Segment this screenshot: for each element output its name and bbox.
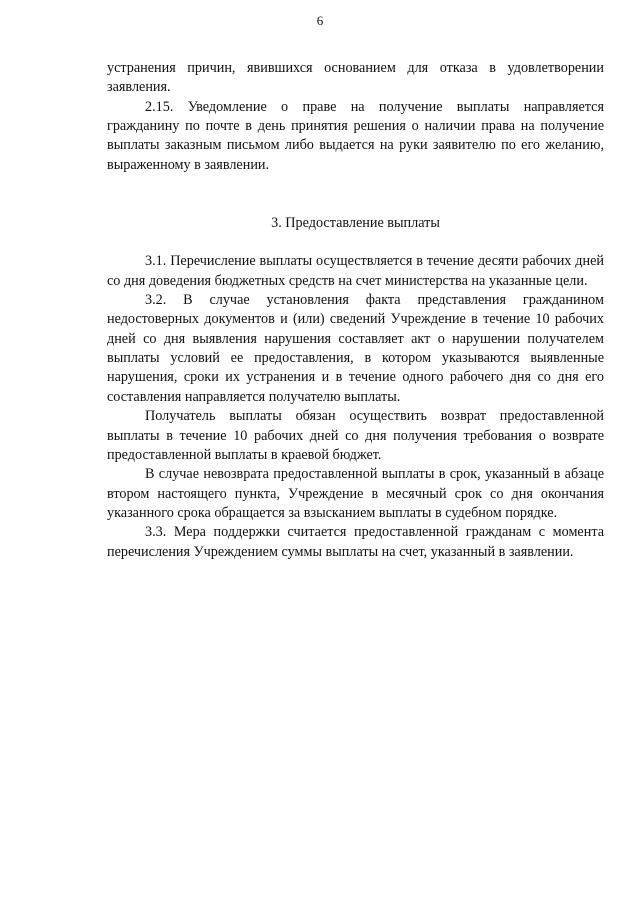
section-heading-3: 3. Предоставление выплаты	[271, 215, 440, 232]
paragraph-2-15: 2.15. Уведомление о праве на получение выплаты направляется гражданину по почте в день принятия решения о наличии права на получение выплаты заказным письмом либо выдается на руки заявителю по его желанию, выраженному в заявлении.	[107, 98, 604, 173]
spacer	[107, 175, 604, 214]
document-body	[107, 59, 604, 562]
paragraph-3-1: 3.1. Перечисление выплаты осуществляется в течение десяти рабочих дней со дня доведения бюджетных средств на счет министерства на указанные цели.	[107, 253, 604, 289]
paragraph-3-2-refund: Получатель выплаты обязан осуществить возврат предоставленной выплаты в течение 10 рабочих дней со дня получения требования о возврате предоставленной выплаты в краевой бюджет.	[107, 408, 604, 463]
paragraph-continuation: устранения причин, явившихся основанием для отказа в удовлетворении заявления.	[107, 60, 604, 96]
page-number: 6	[316, 13, 324, 28]
paragraph-3-2: 3.2. В случае установления факта представления гражданином недостоверных документов и (или) сведений Учреждение в течение 10 рабочих дней со дня выявления нарушения составляет акт о нарушении получателем выплаты условий ее предоставления, в котором указываются выявленные нарушения, сроки их устранения и в течение одного рабочего дня со дня его составления направляется получателю выплаты.	[107, 292, 604, 405]
spacer	[107, 233, 604, 252]
paragraph-3-3: 3.3. Мера поддержки считается предоставленной гражданам с момента перечисления Учреждением суммы выплаты на счет, указанный в заявлении.	[107, 524, 604, 560]
paragraph-3-2-nonrefund: В случае невозврата предоставленной выплаты в срок, указанный в абзаце втором настоящего пункта, Учреждение в месячный срок со дня окончания указанного срока обращается за взысканием выплаты в судебном порядке.	[107, 466, 604, 521]
